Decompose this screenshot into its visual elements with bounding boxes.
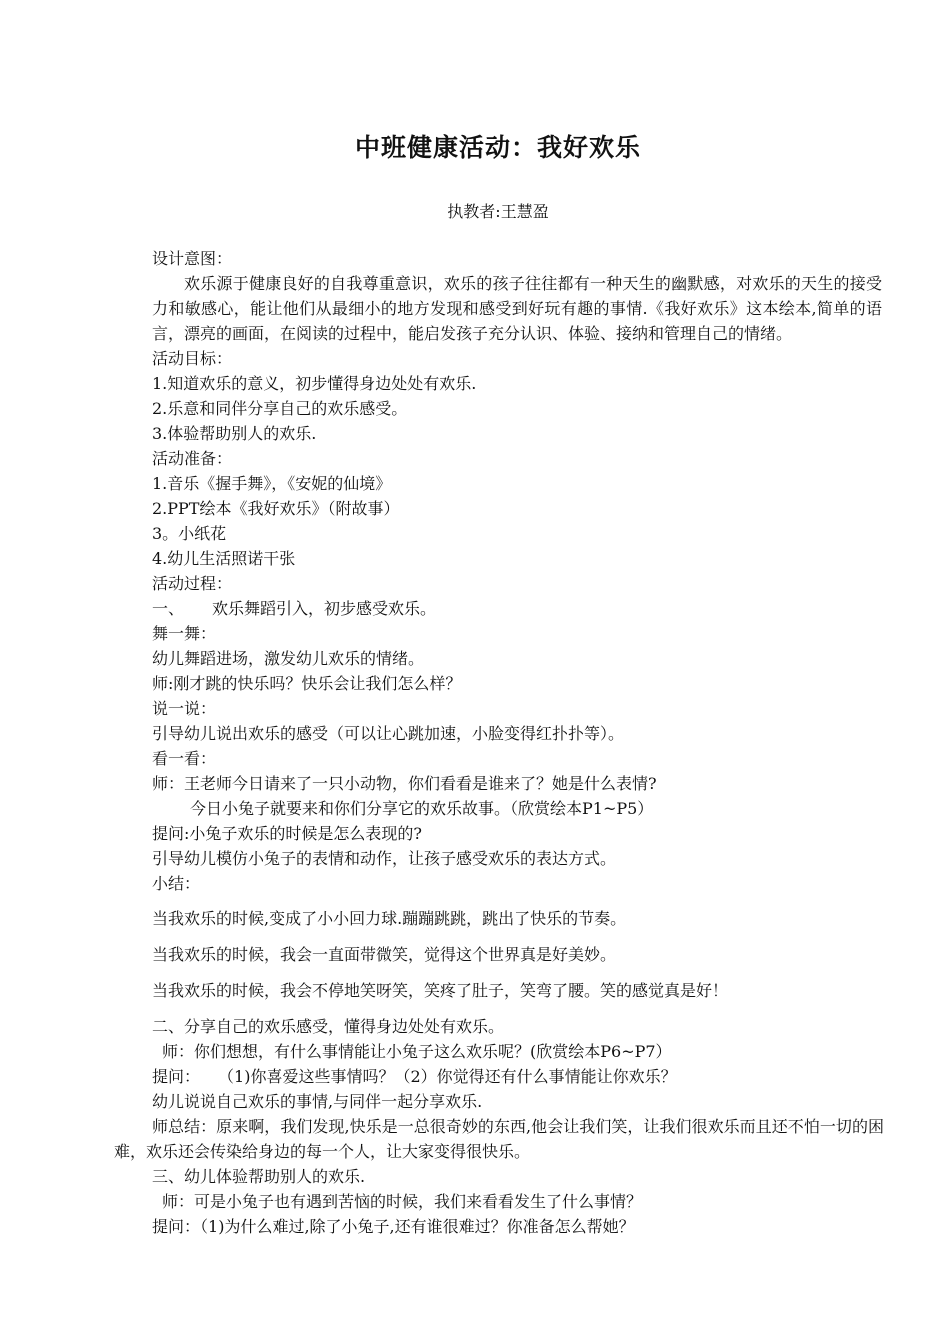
prep-item: 4.幼儿生活照诺干张 [152, 549, 296, 568]
goals-label: 活动目标： [152, 349, 233, 368]
section-2-summary-text: 师总结：原来啊，我们发现,快乐是一总很奇妙的东西,他会让我们笑，让我们很欢乐而且还不怕一切的困难，欢乐还会传染给身边的每一个人，让大家变得很快乐。 [114, 1117, 884, 1161]
section-3-ask-label: 提问： [152, 1217, 201, 1236]
section-2-ask-label: 提问： [152, 1067, 201, 1086]
section-1-text: 欢乐舞蹈引入，初步感受欢乐。 [212, 599, 437, 618]
section-3-heading: 三、幼儿体验帮助别人的欢乐. [152, 1167, 366, 1186]
goal-item: 1.知道欢乐的意义，初步懂得身边处处有欢乐. [152, 374, 477, 393]
summary-line: 当我欢乐的时候，我会一直面带微笑，觉得这个世界真是好美妙。 [152, 945, 617, 964]
section-2-ask [152, 1064, 892, 1089]
section-2-heading: 二、分享自己的欢乐感受，懂得身边处处有欢乐。 [152, 1017, 505, 1036]
prep-item: 1.音乐《握手舞》，《安妮的仙境》 [152, 474, 392, 493]
prep-item: 2.PPT绘本《我好欢乐》（附故事） [152, 499, 400, 518]
goal-item: 2.乐意和同伴分享自己的欢乐感受。 [152, 399, 408, 418]
document-title: 中班健康活动：我好欢乐 [354, 133, 641, 162]
section-3-ask-text: （1)为什么难过,除了小兔子,还有谁很难过？你准备怎么帮她？ [200, 1217, 635, 1236]
dance-label: 舞一舞： [152, 624, 217, 643]
section-2-summary [114, 1114, 884, 1164]
process-label: 活动过程： [152, 574, 233, 593]
goal-item: 3.体验帮助别人的欢乐. [152, 424, 317, 443]
look-question: 师：王老师今日请来了一只小动物，你们看看是谁来了？她是什么表情? [152, 774, 657, 793]
document-body [114, 246, 892, 1239]
dance-text: 幼儿舞蹈进场，激发幼儿欢乐的情绪。 [152, 649, 425, 668]
section-2-ask-text: （1)你喜爱这些事情吗？（2）你觉得还有什么事情能让你欢乐？ [218, 1067, 677, 1086]
prep-item: 3。小纸花 [152, 524, 227, 543]
section-1-number: 一、 [152, 599, 185, 618]
prep-label: 活动准备： [152, 449, 233, 468]
look-text: 今日小兔子就要来和你们分享它的欢乐故事。（欣赏绘本P1~P5） [190, 799, 654, 818]
summary-line: 当我欢乐的时候,变成了小小回力球.蹦蹦跳跳，跳出了快乐的节奏。 [152, 909, 627, 928]
summary-label: 小结： [152, 874, 201, 893]
guide-1: 引导幼儿模仿小兔子的表情和动作，让孩子感受欢乐的表达方式。 [152, 849, 617, 868]
design-intent-label: 设计意图： [152, 249, 233, 268]
section-2-share: 幼儿说说自己欢乐的事情,与同伴一起分享欢乐. [152, 1092, 483, 1111]
section-3-question: 师：可是小兔子也有遇到苦恼的时候，我们来看看发生了什么事情？ [162, 1192, 643, 1211]
author-line: 执教者:王慧盈 [447, 202, 549, 221]
section-1-heading [152, 596, 892, 621]
say-text: 引导幼儿说出欢乐的感受（可以让心跳加速，小脸变得红扑扑等）。 [152, 724, 625, 743]
design-intent-paragraph: 欢乐源于健康良好的自我尊重意识，欢乐的孩子往往都有一种天生的幽默感，对欢乐的天生的接受力和敏感心，能让他们从最细小的地方发现和感受到好玩有趣的事情.《我好欢乐》这本绘本,简单的语言，漂亮的画面，在阅读的过程中，能启发孩子充分认识、体验、接纳和管理自己的情绪。 [152, 274, 882, 343]
section-2-question: 师：你们想想，有什么事情能让小兔子这么欢乐呢？(欣赏绘本P6~P7） [162, 1042, 672, 1061]
say-label: 说一说： [152, 699, 217, 718]
section-3-ask [152, 1214, 892, 1239]
summary-line: 当我欢乐的时候，我会不停地笑呀笑，笑疼了肚子，笑弯了腰。笑的感觉真是好！ [152, 981, 729, 1000]
look-label: 看一看： [152, 749, 217, 768]
dance-question: 师:刚才跳的快乐吗？快乐会让我们怎么样？ [152, 674, 462, 693]
ask-1: 提问:小兔子欢乐的时候是怎么表现的? [152, 824, 422, 843]
